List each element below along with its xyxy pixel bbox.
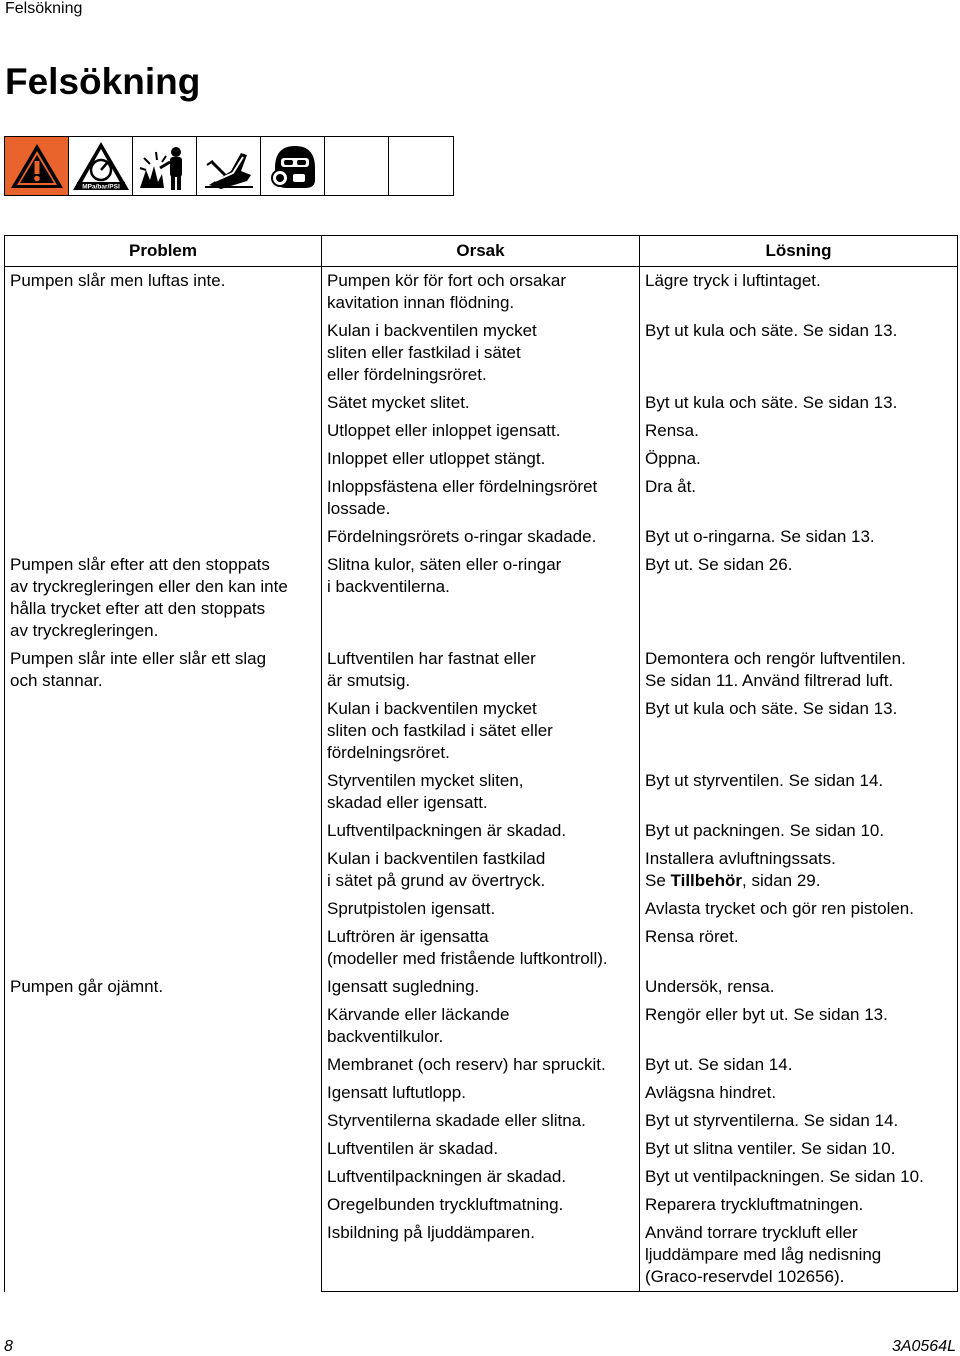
solution-cell: Byt ut packningen. Se sidan 10. xyxy=(640,817,958,845)
solution-cell: Byt ut o-ringarna. Se sidan 13. xyxy=(640,523,958,551)
troubleshooting-table xyxy=(4,235,958,1292)
solution-cell: Byt ut styrventilerna. Se sidan 14. xyxy=(640,1107,958,1135)
cause-cell: Styrventilerna skadade eller slitna. xyxy=(322,1107,640,1135)
solution-cell: Byt ut slitna ventiler. Se sidan 10. xyxy=(640,1135,958,1163)
problem-cell: Pumpen slår efter att den stoppats av tryckregleringen eller den kan inte hålla trycket efter att den stoppats av tryckregleringen. xyxy=(5,551,322,645)
solution-cell: Installera avluftningssats. Se Tillbehör, sidan 29. xyxy=(640,845,958,895)
solution-see-suffix: , sidan 29. xyxy=(742,871,821,890)
column-header-solution: Lösning xyxy=(640,236,958,267)
solution-cell: Lägre tryck i luftintaget. xyxy=(640,267,958,318)
running-header: Felsökning xyxy=(5,0,83,17)
solution-cell: Avlasta trycket och gör ren pistolen. xyxy=(640,895,958,923)
cause-cell: Fördelningsrörets o-ringar skadade. xyxy=(322,523,640,551)
general-warning-icon xyxy=(5,137,69,195)
solution-cell: Byt ut. Se sidan 14. xyxy=(640,1051,958,1079)
cause-cell: Igensatt sugledning. xyxy=(322,973,640,1001)
column-header-cause: Orsak xyxy=(322,236,640,267)
table-header-row xyxy=(5,236,958,267)
cause-cell: Luftventilen har fastnat eller är smutsig. xyxy=(322,645,640,695)
document-code: 3A0564L xyxy=(891,1338,956,1355)
pressure-warning-icon xyxy=(69,137,133,195)
cause-cell: Sätet mycket slitet. xyxy=(322,389,640,417)
cause-cell: Slitna kulor, säten eller o-ringar i backventilerna. xyxy=(322,551,640,645)
cause-cell: Utloppet eller inloppet igensatt. xyxy=(322,417,640,445)
cause-cell: Luftventilpackningen är skadad. xyxy=(322,1163,640,1191)
page-number: 8 xyxy=(4,1338,13,1355)
solution-cell: Reparera tryckluftmatningen. xyxy=(640,1191,958,1219)
cause-cell: Styrventilen mycket sliten, skadad eller igensatt. xyxy=(322,767,640,817)
solution-cell: Använd torrare tryckluft eller ljuddämpare med låg nedisning (Graco-reservdel 102656). xyxy=(640,1219,958,1292)
empty-icon-slot xyxy=(325,137,389,195)
cause-cell: Pumpen kör för fort och orsakar kavitation innan flödning. xyxy=(322,267,640,318)
pressure-unit-label: MPa/bar/PSI xyxy=(81,183,120,191)
solution-cell: Byt ut. Se sidan 26. xyxy=(640,551,958,645)
cause-cell: Kulan i backventilen mycket sliten och fastkilad i sätet eller fördelningsröret. xyxy=(322,695,640,767)
column-header-problem: Problem xyxy=(5,236,322,267)
problem-cell: Pumpen slår men luftas inte. xyxy=(5,267,322,552)
solution-cell: Rensa röret. xyxy=(640,923,958,973)
accessories-reference: Tillbehör xyxy=(670,871,743,890)
solution-cell: Byt ut kula och säte. Se sidan 13. xyxy=(640,317,958,389)
solution-cell: Byt ut kula och säte. Se sidan 13. xyxy=(640,389,958,417)
empty-icon-slot xyxy=(389,137,453,195)
problem-cell: Pumpen går ojämnt. xyxy=(5,973,322,1292)
fire-explosion-icon xyxy=(133,137,197,195)
cause-cell: Kärvande eller läckande backventilkulor. xyxy=(322,1001,640,1051)
cause-cell: Luftventilpackningen är skadad. xyxy=(322,817,640,845)
problem-cell: Pumpen slår inte eller slår ett slag och stannar. xyxy=(5,645,322,973)
solution-cell: Byt ut styrventilen. Se sidan 14. xyxy=(640,767,958,817)
solution-cell: Byt ut ventilpackningen. Se sidan 10. xyxy=(640,1163,958,1191)
solution-cell: Avlägsna hindret. xyxy=(640,1079,958,1107)
solution-cell: Dra åt. xyxy=(640,473,958,523)
cause-cell: Membranet (och reserv) har spruckit. xyxy=(322,1051,640,1079)
table-row xyxy=(5,645,958,695)
cause-cell: Igensatt luftutlopp. xyxy=(322,1079,640,1107)
cause-cell: Sprutpistolen igensatt. xyxy=(322,895,640,923)
skin-injection-icon xyxy=(197,137,261,195)
cause-cell: Isbildning på ljuddämparen. xyxy=(322,1219,640,1292)
cause-cell: Luftrören är igensatta (modeller med fristående luftkontroll). xyxy=(322,923,640,973)
table-row xyxy=(5,973,958,1001)
table-row xyxy=(5,551,958,645)
table-row xyxy=(5,267,958,318)
solution-cell: Rengör eller byt ut. Se sidan 13. xyxy=(640,1001,958,1051)
solution-cell: Demontera och rengör luftventilen. Se sidan 11. Använd filtrerad luft. xyxy=(640,645,958,695)
solution-cell: Byt ut kula och säte. Se sidan 13. xyxy=(640,695,958,767)
solution-see-prefix: Se xyxy=(645,871,671,890)
page-title: Felsökning xyxy=(5,61,201,102)
cause-cell: Luftventilen är skadad. xyxy=(322,1135,640,1163)
solution-cell: Öppna. xyxy=(640,445,958,473)
cause-cell: Oregelbunden tryckluftmatning. xyxy=(322,1191,640,1219)
solution-cell: Undersök, rensa. xyxy=(640,973,958,1001)
cause-cell: Kulan i backventilen fastkilad i sätet på grund av övertryck. xyxy=(322,845,640,895)
protective-equipment-icon xyxy=(261,137,325,195)
warning-icon-strip xyxy=(4,136,454,196)
cause-cell: Kulan i backventilen mycket sliten eller fastkilad i sätet eller fördelningsröret. xyxy=(322,317,640,389)
cause-cell: Inloppet eller utloppet stängt. xyxy=(322,445,640,473)
cause-cell: Inloppsfästena eller fördelningsröret lossade. xyxy=(322,473,640,523)
solution-cell: Rensa. xyxy=(640,417,958,445)
